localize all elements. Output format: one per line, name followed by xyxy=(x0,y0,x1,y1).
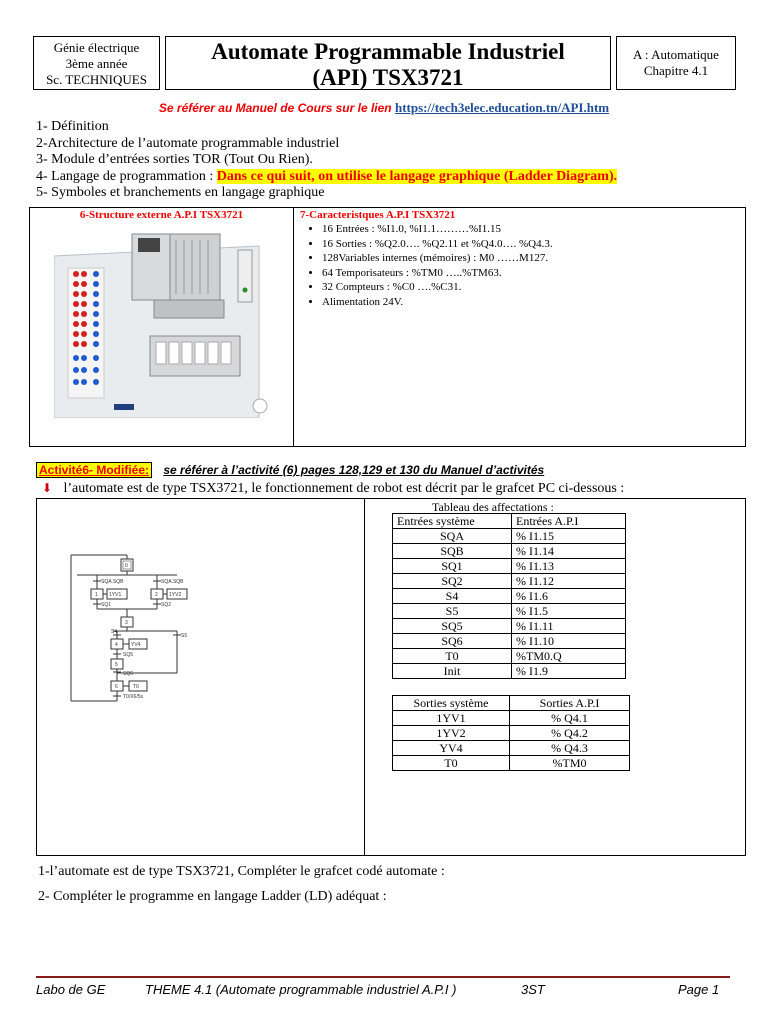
table-row: SQ5 % I1.11 xyxy=(393,619,626,634)
table-row: 1YV2 % Q4.2 xyxy=(393,726,630,741)
header-cell: Entrées A.P.I xyxy=(512,514,626,529)
plc-trainer-photo xyxy=(54,228,274,418)
contents-item-5: 5- Symboles et branchements en langage graphique xyxy=(36,185,325,200)
contents-highlight: Dans ce qui suit, on utilise le langage graphique (Ladder Diagram). xyxy=(216,168,618,184)
grafcet-transition: T0/X6/5s xyxy=(123,694,144,700)
reference-text: Se référer au Manuel de Cours sur le lien xyxy=(158,101,395,115)
question-1: 1-l’automate est de type TSX3721, Compléter le grafcet codé automate : xyxy=(38,864,445,879)
header-cell: Sorties système xyxy=(393,696,510,711)
table-row: S5 % I1.5 xyxy=(393,604,626,619)
plc-info-table xyxy=(29,207,746,447)
table-row: 1YV1 % Q4.1 xyxy=(393,711,630,726)
table-row: T0 %TM0 xyxy=(393,756,630,771)
footer-lab: Labo de GE xyxy=(36,982,106,997)
header-domain: A : Automatique xyxy=(633,47,719,62)
characteristic-item: • 128Variables internes (mémoires) : M0 ……M127. xyxy=(322,251,745,266)
grafcet-transition: SQA.SQB xyxy=(161,579,184,585)
grafcet-transition: SQ5 xyxy=(123,652,134,658)
table-row: YV4 % Q4.3 xyxy=(393,741,630,756)
structure-column xyxy=(30,208,294,446)
header-chapter xyxy=(616,36,736,90)
characteristic-item: • 32 Compteurs : %C0 ….%C31. xyxy=(322,280,745,295)
header-school-info xyxy=(33,36,160,90)
title-line-2: (API) TSX3721 xyxy=(312,65,464,90)
table-row: SQ6 % I1.10 xyxy=(393,634,626,649)
footer-class: 3ST xyxy=(521,982,545,997)
header-section: Sc. TECHNIQUES xyxy=(46,72,147,87)
activity-tag: Activité6- Modifiée: xyxy=(36,462,152,478)
title-line-1: Automate Programmable Industriel xyxy=(211,39,565,64)
terminal-block xyxy=(150,336,240,376)
header-subject: Génie électrique xyxy=(53,40,140,55)
contents-list xyxy=(36,119,617,202)
reference-link[interactable]: https://tech3elec.education.tn/API.htm xyxy=(394,100,610,115)
grafcet-step: 3 xyxy=(125,620,128,626)
footer-rule xyxy=(36,976,730,978)
table-header xyxy=(393,514,626,529)
table-row: Init % I1.9 xyxy=(393,664,626,679)
characteristic-item: • 16 Sorties : %Q2.0…. %Q2.11 et %Q4.0…. %Q4.3. xyxy=(322,237,745,252)
grafcet-step: 4 xyxy=(115,642,118,648)
table-row: SQ1 % I1.13 xyxy=(393,559,626,574)
grafcet-transition: S5 xyxy=(181,633,188,639)
question-2: 2- Compléter le programme en langage Ladder (LD) adéquat : xyxy=(38,889,387,904)
inputs-table xyxy=(392,513,626,679)
contents-item-1: 1- Définition xyxy=(36,119,109,134)
table-row: SQA % I1.15 xyxy=(393,529,626,544)
activity-intro: ⬇ l’automate est de type TSX3721, le fonctionnement de robot est décrit par le grafcet PC ci-dessous : xyxy=(42,481,625,496)
footer-page: Page 1 xyxy=(678,982,720,997)
grafcet-step: 2 xyxy=(155,592,158,598)
grafcet-action: 1YV2 xyxy=(169,592,182,598)
grafcet-transition: SQA.SQB xyxy=(101,579,124,585)
grafcet-step: 5 xyxy=(115,662,118,668)
grafcet-transition: SQ1 xyxy=(101,602,112,608)
grafcet-transition: SQ2 xyxy=(161,602,172,608)
grafcet-diagram xyxy=(67,553,227,719)
grafcet-transition: SQ6 xyxy=(123,671,134,677)
contents-item-2: 2-Architecture de l’automate programmable industriel xyxy=(36,135,340,151)
header-cell: Sorties A.P.I xyxy=(510,696,630,711)
table-row: SQB % I1.14 xyxy=(393,544,626,559)
characteristics-list xyxy=(294,222,745,309)
header-level: 3ème année xyxy=(65,56,128,71)
grafcet-action: T0 xyxy=(133,684,139,690)
structure-title: 6-Structure externe A.P.I TSX3721 xyxy=(79,209,244,221)
table-row: SQ2 % I1.12 xyxy=(393,574,626,589)
table-row: S4 % I1.6 xyxy=(393,589,626,604)
grafcet-step: 0 xyxy=(125,563,128,569)
header-cell: Entrées système xyxy=(393,514,512,529)
grafcet-step: 6 xyxy=(115,684,118,690)
characteristic-item: • 64 Temporisateurs : %TM0 …..%TM63. xyxy=(322,266,745,281)
table-header xyxy=(393,696,630,711)
table-row: T0 %TM0.Q xyxy=(393,649,626,664)
power-knob xyxy=(253,399,267,413)
contents-item-4: 4- Langage de programmation : Dans ce qui suit, on utilise le langage graphique (Ladder Diagram). xyxy=(36,168,618,184)
affectations-caption: Tableau des affectations : xyxy=(432,500,554,514)
characteristics-title: 7-Caracteristques A.P.I TSX3721 xyxy=(300,209,456,221)
header-title xyxy=(165,36,611,90)
header-chapter-number: Chapitre 4.1 xyxy=(643,63,709,78)
grafcet-step: 1 xyxy=(95,592,98,598)
outputs-table xyxy=(392,695,630,771)
brand-plate xyxy=(114,404,134,410)
activity-frame xyxy=(36,498,746,856)
grafcet-action: 1YV1 xyxy=(109,592,122,598)
characteristics-column xyxy=(294,208,745,446)
characteristic-item: • 16 Entrées : %I1.0, %I1.1………%I1.15 xyxy=(322,222,745,237)
terminal-column xyxy=(68,268,104,398)
activity-heading xyxy=(36,463,544,477)
grafcet-transition: S4 xyxy=(111,629,118,635)
reference-line xyxy=(0,100,768,116)
grafcet-action: YV4 xyxy=(131,642,141,648)
arrow-icon: ⬇ xyxy=(42,481,53,495)
footer-theme: THEME 4.1 (Automate programmable industriel A.P.I ) xyxy=(145,982,457,997)
characteristic-item: • Alimentation 24V. xyxy=(322,295,745,310)
activity-subtitle: se référer à l’activité (6) pages 128,129 et 130 du Manuel d’activités xyxy=(163,463,545,477)
contents-item-3: 3- Module d’entrées sorties TOR (Tout Ou Rien). xyxy=(36,152,313,167)
